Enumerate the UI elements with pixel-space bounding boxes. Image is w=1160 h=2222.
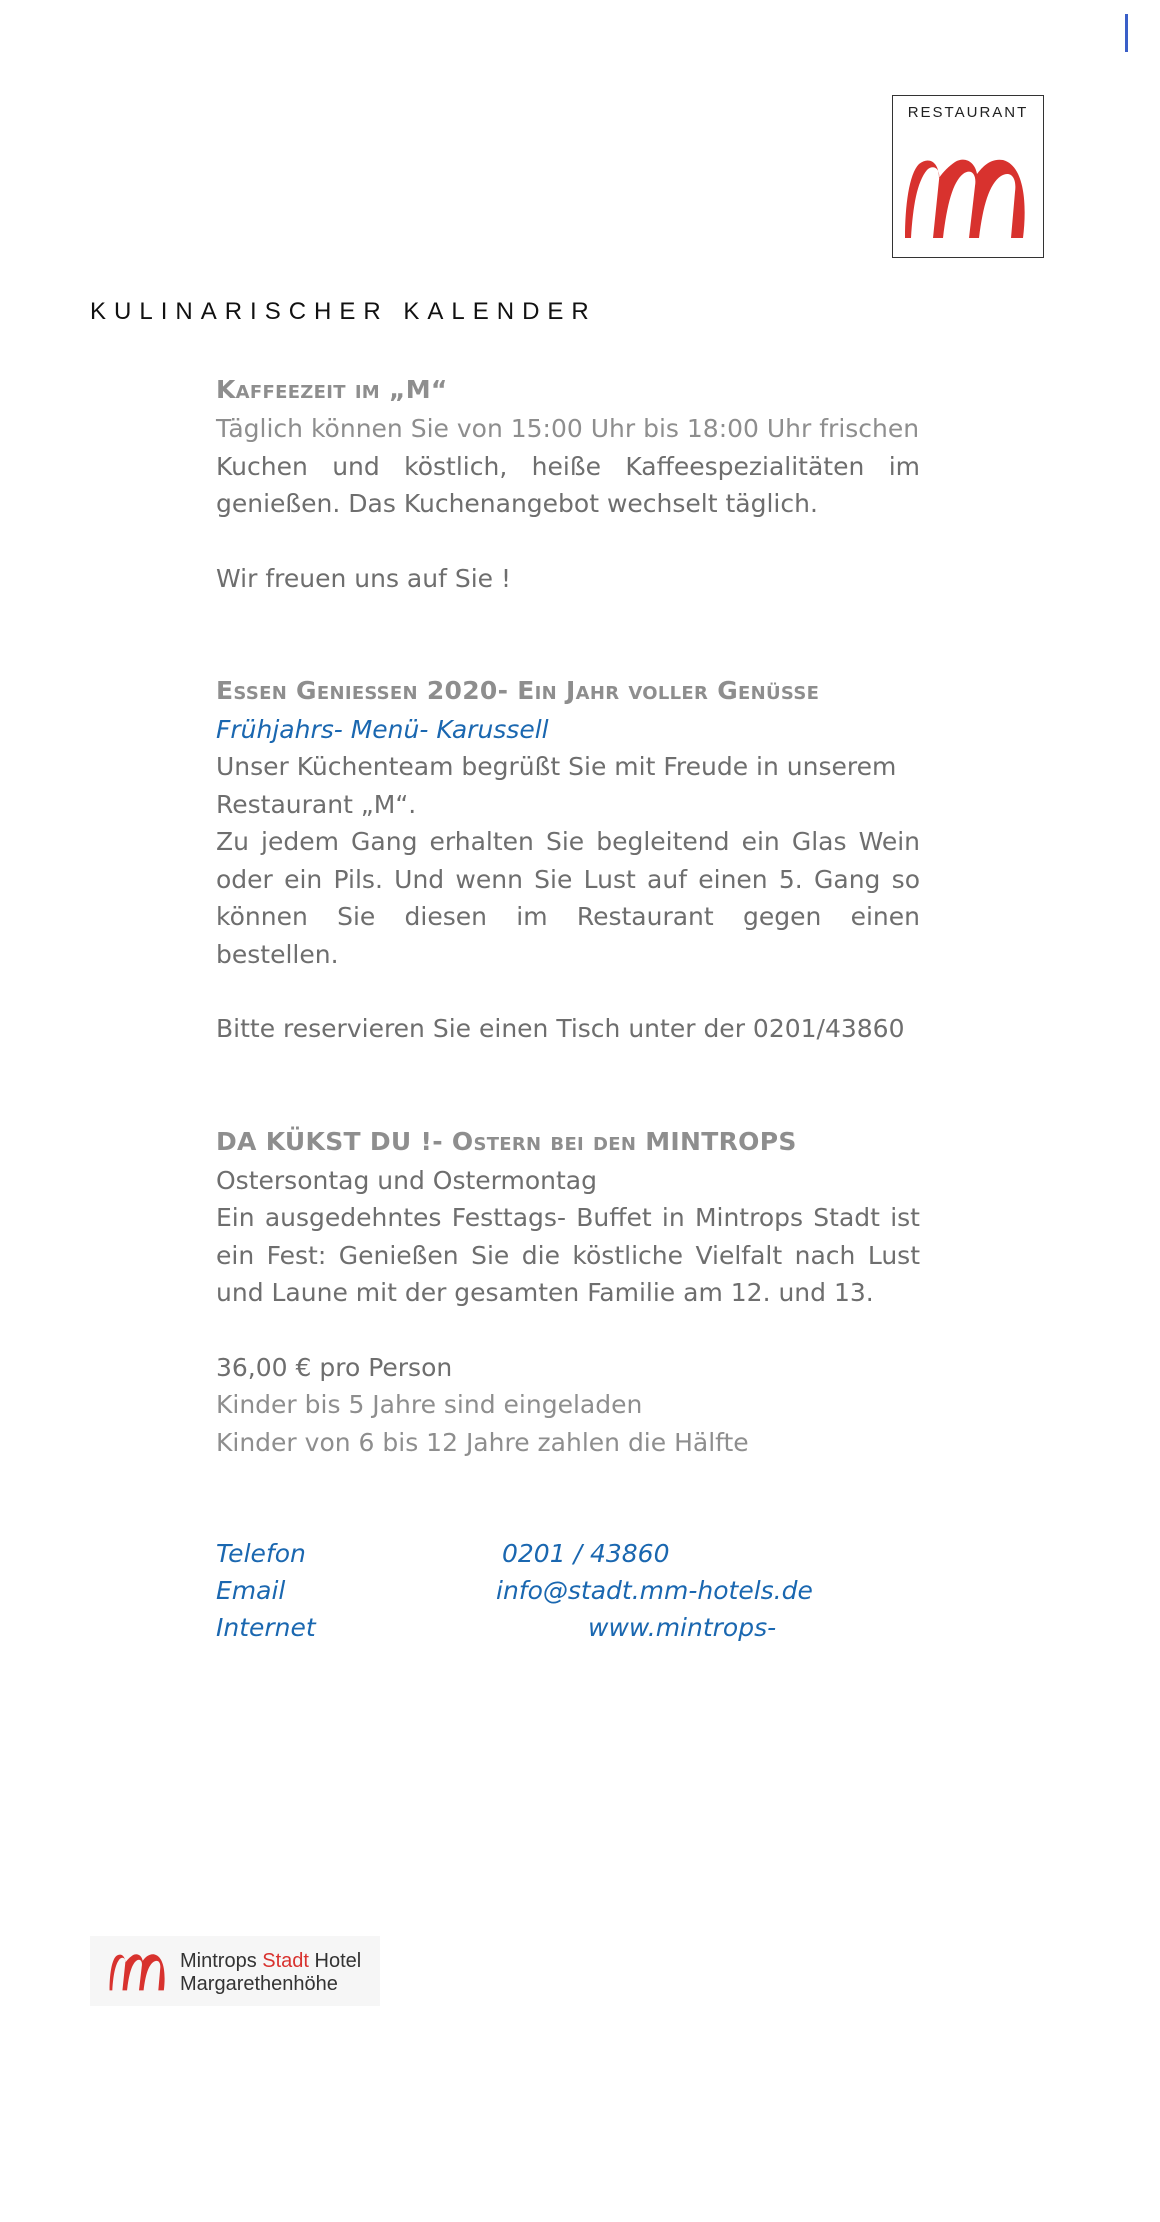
contact-phone-row	[216, 1535, 920, 1572]
restaurant-logo	[892, 95, 1044, 258]
email-label: Email	[216, 1576, 286, 1605]
kaffeezeit-closing: Wir freuen uns auf Sie !	[216, 563, 512, 593]
essen-body1: Unser Küchenteam begrüßt Sie mit Freude in unserem Restaurant „M“.	[216, 752, 897, 819]
kaffeezeit-body: Kuchen und köstlich, heiße Kaffeespezialitäten im genießen. Das Kuchenangebot wechselt täglich.	[216, 451, 920, 518]
section-title-ostern: DA KÜKST DU !- Ostern bei den MINTROPS	[216, 1126, 797, 1156]
logo-text: RESTAURANT	[907, 104, 1029, 121]
hotel-name-a: Mintrops	[180, 1950, 263, 1972]
m-logo-icon	[903, 146, 1035, 246]
hotel-name-b: Stadt	[262, 1950, 309, 1972]
kaffeezeit-line1: Täglich können Sie von 15:00 Uhr bis 18:00 Uhr frischen	[216, 414, 920, 443]
ostern-price: 36,00 € pro Person	[216, 1352, 453, 1382]
internet-value[interactable]: www.mintrops-	[588, 1613, 777, 1642]
m-logo-small-icon	[108, 1948, 170, 1994]
internet-label: Internet	[216, 1613, 316, 1642]
hotel-name-line2: Margarethenhöhe	[180, 1973, 338, 1995]
contact-internet-row	[216, 1609, 920, 1646]
ostern-kids1: Kinder bis 5 Jahre sind eingeladen	[216, 1390, 643, 1419]
phone-label: Telefon	[216, 1539, 306, 1568]
contact-email-row	[216, 1572, 920, 1609]
essen-body2: Zu jedem Gang erhalten Sie begleitend ein Glas Wein oder ein Pils. Und wenn Sie Lust auf einen 5. Gang so können Sie diesen im Restaurant gegen einen bestellen.	[216, 827, 920, 969]
main-content	[216, 370, 920, 1646]
text-cursor	[1125, 14, 1128, 52]
hotel-logo-text	[180, 1950, 361, 1996]
essen-closing: Bitte reservieren Sie einen Tisch unter der 0201/43860	[216, 1014, 905, 1043]
email-value[interactable]: info@stadt.mm-hotels.de	[496, 1576, 813, 1605]
section-title-kaffeezeit: Kaffeezeit im „M“	[216, 375, 448, 404]
ostern-body: Ein ausgedehntes Festtags- Buffet in Mintrops Stadt ist ein Fest: Genießen Sie die köstliche Vielfalt nach Lust und Laune mit der gesamten Familie am 12. und 13.	[216, 1203, 920, 1307]
ostern-line1: Ostersontag und Ostermontag	[216, 1165, 597, 1195]
section-title-essen: Essen Genießen 2020- Ein Jahr voller Genüsse	[216, 676, 820, 705]
phone-value[interactable]: 0201 / 43860	[502, 1539, 670, 1568]
essen-subtitle: Frühjahrs- Menü- Karussell	[216, 715, 549, 744]
hotel-logo	[90, 1936, 380, 2006]
hotel-name-c: Hotel	[308, 1950, 362, 1972]
calendar-heading: KULINARISCHER KALENDER	[90, 298, 597, 325]
ostern-kids2: Kinder von 6 bis 12 Jahre zahlen die Hälfte	[216, 1427, 749, 1457]
contact-block	[216, 1535, 920, 1646]
